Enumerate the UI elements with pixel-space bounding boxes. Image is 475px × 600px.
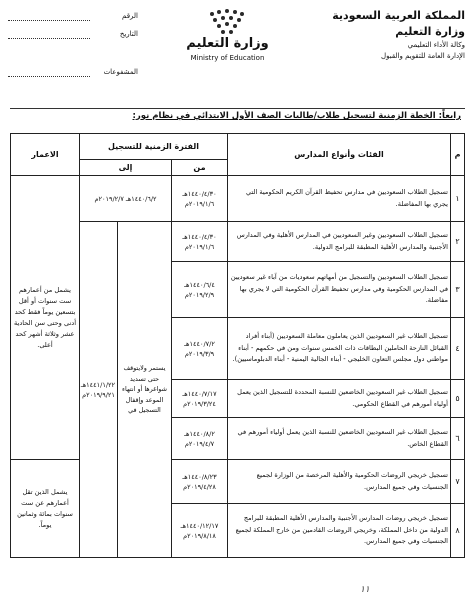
reference-fields bbox=[8, 10, 138, 84]
row-from-date: ١٤٤٠/٧/١٧هـ ٢٠١٩/٣/٢٤م bbox=[172, 380, 228, 418]
header-period: الفترة الزمنية للتسجيل bbox=[80, 134, 228, 160]
table-row bbox=[11, 176, 465, 222]
row-number: ٤ bbox=[451, 318, 465, 380]
department-name: الإدارة العامة للتقويم والقبول bbox=[381, 52, 465, 60]
attachments-field bbox=[8, 66, 138, 84]
header-divider bbox=[10, 108, 465, 109]
number-field bbox=[8, 10, 138, 28]
row-number: ٧ bbox=[451, 460, 465, 504]
table-row bbox=[11, 460, 465, 504]
row-number: ٢ bbox=[451, 222, 465, 262]
attachments-line bbox=[8, 76, 90, 77]
header-num: م bbox=[451, 134, 465, 176]
row-category: تسجيل الطلاب السعوديين والتسجيل من أمهاتهم سعوديات من آباء غير سعوديين في المدارس الحكومية وفي مدارس تحفيظ القرآن الحكومية التي لا يجري بها مفاضلة. bbox=[228, 262, 451, 318]
row-number: ٥ bbox=[451, 380, 465, 418]
header-to: إلى bbox=[80, 160, 172, 176]
country-name: المملكة العربية السعودية bbox=[332, 9, 465, 22]
header-from: من bbox=[172, 160, 228, 176]
ministry-emblem-icon bbox=[206, 8, 248, 36]
date-field bbox=[8, 28, 138, 46]
section-title: رابعاً: الخطة الزمنية لتسجيل طلاب/طالبات الصف الأول الابتدائي في نظام نور: bbox=[132, 111, 461, 121]
page-number: ١١ bbox=[360, 585, 370, 595]
row-number: ٣ bbox=[451, 262, 465, 318]
row-from-date: ١٤٤٠/٤/٣٠هـ ٢٠١٩/١/٦م bbox=[172, 176, 228, 222]
ministry-logo bbox=[170, 8, 285, 68]
number-line bbox=[8, 20, 90, 21]
agency-name: وكالة الأداء التعليمي bbox=[407, 41, 465, 49]
ages-rule-kindergarten: يشمل الذين تقل أعمارهم عن ست سنوات بمائة وثمانين يوماً. bbox=[11, 460, 80, 558]
ministry-name: وزارة التعليم bbox=[395, 25, 465, 38]
header-ages: الاعمار bbox=[11, 134, 80, 176]
logo-english-text: Ministry of Education bbox=[190, 54, 265, 62]
number-label: الرقم bbox=[122, 12, 138, 20]
row-from-date: ١٤٤٠/٨/٢هـ ٢٠١٩/٤/٧م bbox=[172, 418, 228, 460]
ages-rule-main: يشمل من أعمارهم ست سنوات أو أقل بتسعين يوماً فقط كحد أدنى وحتى سن الحادية عشر وثلاثة أشهر كحد أعلى. bbox=[11, 176, 80, 460]
table-header-row bbox=[11, 134, 465, 160]
row-number: ١ bbox=[451, 176, 465, 222]
row-from-date: ١٤٤٠/١٢/١٧هـ ٢٠١٩/٨/١٨م bbox=[172, 504, 228, 558]
attachments-label: المشفوعات bbox=[103, 68, 138, 76]
row-number: ٨ bbox=[451, 504, 465, 558]
row-from-date: ١٤٤٠/٧/٢هـ ٢٠١٩/٣/٩م bbox=[172, 318, 228, 380]
header-categories: الفئات وأنواع المدارس bbox=[228, 134, 451, 176]
row-to-date: ١٤٤٠/٦/٢هـ ٢٠١٩/٢/٧م bbox=[80, 176, 172, 222]
table-row bbox=[11, 222, 465, 262]
row-from-date: ١٤٤٠/٦/٤هـ ٢٠١٩/٢/٩م bbox=[172, 262, 228, 318]
registration-schedule-table bbox=[10, 133, 465, 558]
row-category: تسجيل الطلاب غير السعوديين الذين يعاملون معاملة السعوديين (أبناء أفراد القبائل النازحة الحاملين البطاقات ذات الخمس سنوات ومن في حكمهم - أبناء مواطني دول مجلس التعاون الخليجي - أبناء الجالية اليمنية - أبناء الدبلوماسيين). bbox=[228, 318, 451, 380]
date-label: التاريخ bbox=[119, 30, 138, 38]
row-category: تسجيل خريجي روضات المدارس الأجنبية والمدارس الأهلية المطبقة للبرامج الدولية من داخل المملكة، وخريجي الروضات القادمين من خارج المملكة لجميع الجنسيات وفي جميع المدارس. bbox=[228, 504, 451, 558]
row-category: تسجيل الطلاب غير السعوديين الخاضعين للنسبة الذين يعمل أولياء أمورهم في القطاع الخاص. bbox=[228, 418, 451, 460]
issuer-block bbox=[330, 8, 465, 62]
row-category: تسجيل الطلاب غير السعوديين الخاضعين للنسبة المحددة للتسجيل الذين يعمل أولياء أمورهم في القطاع الحكومي. bbox=[228, 380, 451, 418]
row-number: ٦ bbox=[451, 418, 465, 460]
logo-arabic-text: وزارة التعليم bbox=[186, 36, 269, 51]
row-from-date: ١٤٤٠/٤/٣٠هـ ٢٠١٩/١/٦م bbox=[172, 222, 228, 262]
registration-close-date: ١٤٤١/١/٢٢هـ ٢٠١٩/٩/٢١م bbox=[80, 222, 118, 558]
date-line bbox=[8, 38, 90, 39]
row-from-date: ١٤٤٠/٨/٢٣هـ ٢٠١٩/٤/٢٨م bbox=[172, 460, 228, 504]
registration-continuation-note: يستمر ولايتوقف حتى تسديد شواغرها أو انتهاء الموعد وإقفال التسجيل في bbox=[118, 222, 172, 558]
row-category: تسجيل خريجي الروضات الحكومية والأهلية المرخصة من الوزارة لجميع الجنسيات وفي جميع المدارس. bbox=[228, 460, 451, 504]
row-category: تسجيل الطلاب السعوديين في مدارس تحفيظ القرآن الكريم الحكومية التي يجري بها المفاضلة. bbox=[228, 176, 451, 222]
row-category: تسجيل الطلاب السعوديين وغير السعوديين في المدارس الأهلية وفي المدارس الأجنبية والمدارس الأهلية المطبقة للبرامج الدولية. bbox=[228, 222, 451, 262]
